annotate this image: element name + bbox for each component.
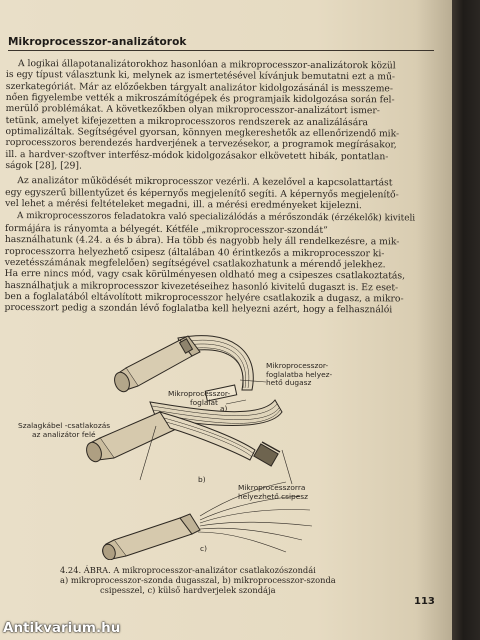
text-line: ben a foglalatából eltávolított mikroprocesszor helyére csatlakozik a dugasz, a mikro-: [4, 290, 404, 305]
text-line: szerkategóriát. Már az előzőekben tárgyalt analizátor kidolgozásánál is messzeme-: [5, 80, 394, 95]
running-head: Mikroprocesszor-analizátorok: [8, 36, 187, 48]
label-socket-plug: [266, 362, 332, 388]
label-b: b): [198, 475, 206, 484]
text-line: roprocesszoros berendezés hardverjének a tervezésekor, a programok megírásakor,: [5, 137, 397, 151]
text-line: formájára is rányomta a bélyegét. Kétféle „mikroprocesszor-szondát”: [4, 222, 328, 236]
text-line: használhatjuk a mikroprocesszor kivezetéseihez hasonló kivitelű dugaszt is. Ez eset-: [4, 279, 399, 293]
label-a: a): [220, 404, 228, 413]
label-line: foglalatba helyez-: [266, 369, 333, 379]
label-line: az analizátor felé: [32, 429, 96, 439]
caption-line: a) mikroprocesszor-szonda dugasszal, b) mikroprocesszor-szonda: [60, 575, 336, 585]
text-line: merülő problémákat. A következőkben olyan mikroprocesszor-analizátort ismer-: [5, 103, 380, 117]
text-line: is egy típust választunk ki, melynek az ismertetésével kívánjuk bemutatni ezt a mű-: [5, 69, 396, 83]
text-line: ságok [28], [29].: [5, 160, 82, 172]
text-line: vel lehet a mérési feltételeket megadni, ill. a mérési eredményeket kijelezni.: [5, 198, 362, 212]
text-line: Ha erre nincs mód, vagy csak körülményesen oldható meg a csipeszes csatlakoztatás,: [4, 268, 406, 282]
book-spine: [452, 0, 480, 640]
text-line: egy egyszerű billentyűzet és képernyős megjelenítő segíti. A képernyős megjelenítő-: [5, 186, 399, 201]
label-line: Mikroprocesszorra: [238, 483, 306, 492]
label-cable: [18, 422, 110, 439]
text-line: processzort pedig a szondán lévő foglalatba kell helyezni azért, hogy a felhasználói: [4, 302, 393, 316]
watermark: Antikvarium.hu: [3, 620, 121, 636]
text-line: nően figyelembe vették a mikroszámítógépek és programjaik kidolgozása során fel-: [5, 92, 395, 106]
caption-line: 4.24. ÁBRA. A mikroprocesszor-analizátor csatlakozószondái: [60, 565, 316, 575]
text-line: vezetésszámának megfelelően) segítségével csatlakozhatunk a mérendő jelekhez.: [4, 256, 386, 271]
header-rule: [8, 50, 434, 51]
label-clip: [238, 484, 308, 501]
label-line: hető dugasz: [266, 378, 312, 388]
label-line: Mikroprocesszor-: [266, 361, 329, 370]
paragraph-2: [5, 175, 441, 212]
text-line: A logikai állapotanalizátorokhoz hasonlóan a mikroprocesszor-analizátorok közül: [17, 58, 396, 72]
text-line: tetünk, amelyet kifejezetten a mikroprocesszoros rendszerek az analizálására: [5, 114, 369, 128]
probe-figure: [18, 330, 380, 560]
label-line: Szalagkábel -csatlakozás: [18, 421, 111, 430]
page-number: 113: [414, 596, 435, 607]
paragraph-1: [5, 58, 442, 174]
label-line: Mikroprocesszor-: [168, 389, 231, 398]
label-line: foglalat: [190, 397, 218, 407]
body-text: [4, 58, 442, 318]
figure-caption: [60, 565, 360, 595]
text-line: optimalizáltak. Segítségével gyorsan, könnyen megkereshetők az ellenőrizendő mik-: [5, 126, 400, 140]
text-line: roprocesszorra helyezhető csipesz (általában 40 érintkezős a mikroprocesszor ki-: [4, 245, 385, 259]
paragraph-3: [4, 211, 441, 316]
text-line: használhatunk (4.24. a és b ábra). Ha több és nagyobb hely áll rendelkezésre, a mik-: [4, 234, 400, 248]
text-line: A mikroprocesszoros feladatokra való specializálódás a mérőszondák (érzékelők) kiviteli: [17, 211, 416, 224]
text-line: ill. a hardver-szoftver interfész-módok kidolgozásakor elkövetett hibák, pontatlan-: [5, 148, 389, 163]
caption-line: csipesszel, c) külső hardverjelek szondája: [100, 585, 276, 595]
text-line: Az analizátor működését mikroprocesszor vezérli. A kezelővel a kapcsolattartást: [17, 175, 393, 189]
label-line: helyezhető csipesz: [238, 491, 309, 501]
label-c: c): [200, 544, 207, 553]
